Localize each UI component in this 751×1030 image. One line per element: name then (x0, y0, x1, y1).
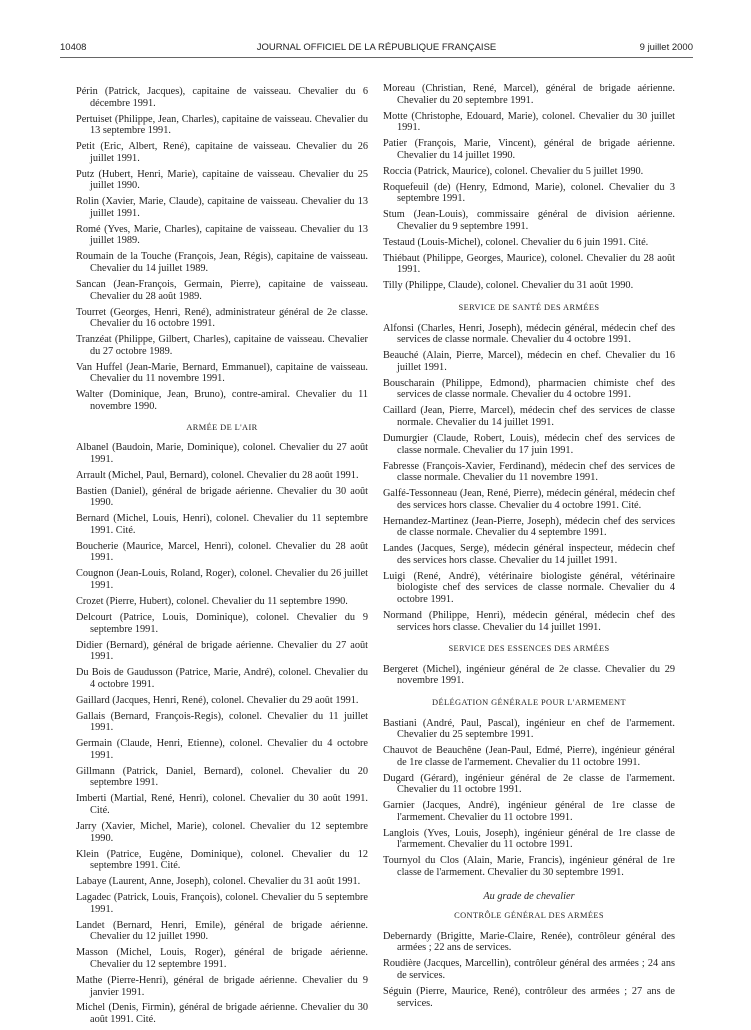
header-rule (60, 57, 693, 58)
decoration-entry: Klein (Patrice, Eugène, Dominique), colonel. Chevalier du 12 septembre 1991. Cité. (76, 848, 368, 872)
decoration-entry: Hernandez-Martinez (Jean-Pierre, Joseph), médecin chef des services de classe normale. Chevalier du 4 septembre 1991. (383, 515, 675, 539)
decoration-entry: Boucherie (Maurice, Marcel, Henri), colonel. Chevalier du 28 août 1991. (76, 540, 368, 564)
decoration-entry: Gaillard (Jacques, Henri, René), colonel. Chevalier du 29 août 1991. (76, 694, 359, 706)
subheading-grade: Au grade de chevalier (483, 890, 575, 902)
decoration-entry: Roudière (Jacques, Marcellin), contrôleur général des armées ; 24 ans de services. (383, 958, 675, 981)
decoration-entry: Rolin (Xavier, Marie, Claude), capitaine de vaisseau. Chevalier du 13 juillet 1991. (76, 196, 368, 219)
section-heading-essences: SERVICE DES ESSENCES DES ARMÉES (448, 644, 610, 654)
entry-list-dga (383, 718, 675, 879)
decoration-entry: Beauché (Alain, Pierre, Marcel), médecin en chef. Chevalier du 16 juillet 1991. (383, 350, 675, 373)
section-heading-armee-de-l-air: ARMÉE DE L'AIR (186, 422, 258, 432)
decoration-entry: Gillmann (Patrick, Daniel, Bernard), colonel. Chevalier du 20 septembre 1991. (76, 765, 368, 789)
decoration-entry: Labaye (Laurent, Anne, Joseph), colonel. Chevalier du 31 août 1991. (76, 876, 361, 888)
decoration-entry: Gallais (Bernard, François-Regis), colonel. Chevalier du 11 juillet 1991. (76, 710, 368, 734)
issue-date: 9 juillet 2000 (639, 42, 693, 53)
decoration-entry: Motte (Christophe, Edouard, Marie), colonel. Chevalier du 30 juillet 1991. (383, 110, 675, 134)
decoration-entry: Sancan (Jean-François, Germain, Pierre), capitaine de vaisseau. Chevalier du 28 août 1989. (76, 279, 368, 302)
decoration-entry: Tranzéat (Philippe, Gilbert, Charles), capitaine de vaisseau. Chevalier du 27 octobre 1989. (76, 334, 368, 357)
entry-list-controle (383, 931, 675, 1009)
decoration-entry: Fabresse (François-Xavier, Ferdinand), médecin chef des services de classe normale. Chevalier du 11 novembre 1991. (383, 460, 675, 484)
section-heading-controle: CONTRÔLE GÉNÉRAL DES ARMÉES (454, 911, 604, 921)
decoration-entry: Debernardy (Brigitte, Marie-Claire, Renée), contrôleur général des armées ; 22 ans de services. (383, 930, 675, 954)
decoration-entry: Cougnon (Jean-Louis, Roland, Roger), colonel. Chevalier du 26 juillet 1991. (76, 568, 368, 592)
decoration-entry: Thiébaut (Philippe, Georges, Maurice), colonel. Chevalier du 28 août 1991. (383, 252, 675, 276)
journal-title: JOURNAL OFFICIEL DE LA RÉPUBLIQUE FRANÇAISE (256, 42, 497, 53)
decoration-entry: Patier (François, Marie, Vincent), général de brigade aérienne. Chevalier du 14 juillet 1990. (383, 138, 675, 161)
decoration-entry: Lagadec (Patrick, Louis, François), colonel. Chevalier du 5 septembre 1991. (76, 892, 368, 915)
decoration-entry: Germain (Claude, Henri, Etienne), colonel. Chevalier du 4 octobre 1991. (76, 738, 368, 761)
decoration-entry: Romé (Yves, Marie, Charles), capitaine de vaisseau. Chevalier du 13 juillet 1989. (76, 223, 368, 247)
decoration-entry: Galfé-Tessonneau (Jean, René, Pierre), médecin général, médecin chef des services hors classe. Chevalier du 4 octobre 1991. Cité. (383, 488, 675, 511)
decoration-entry: Putz (Hubert, Henri, Marie), capitaine de vaisseau. Chevalier du 25 juillet 1990. (76, 168, 368, 192)
decoration-entry: Tilly (Philippe, Claude), colonel. Chevalier du 31 août 1990. (383, 280, 634, 292)
left-column (76, 86, 368, 1030)
decoration-entry: Michel (Denis, Firmin), général de brigade aérienne. Chevalier du 30 août 1991. Cité. (76, 1002, 368, 1026)
decoration-entry: Testaud (Louis-Michel), colonel. Chevalier du 6 juin 1991. Cité. (383, 236, 649, 248)
decoration-entry: Delcourt (Patrice, Louis, Dominique), colonel. Chevalier du 9 septembre 1991. (76, 612, 368, 635)
entry-list-navy (76, 86, 368, 413)
decoration-entry: Jarry (Xavier, Michel, Marie), colonel. Chevalier du 12 septembre 1990. (76, 821, 368, 844)
entry-list-sante (383, 323, 675, 634)
decoration-entry: Pertuiset (Philippe, Jean, Charles), capitaine de vaisseau. Chevalier du 13 septembre 1991. (76, 113, 368, 137)
decoration-entry: Caillard (Jean, Pierre, Marcel), médecin chef des services de classe normale. Chevalier du 14 juillet 1991. (383, 405, 675, 428)
page-header (60, 42, 693, 58)
decoration-entry: Van Huffel (Jean-Marie, Bernard, Emmanuel), capitaine de vaisseau. Chevalier du 11 novembre 1991. (76, 361, 368, 385)
entry-list-air-force-cont (383, 83, 675, 292)
decoration-entry: Langlois (Yves, Louis, Joseph), ingénieur général de 1re classe de l'armement. Chevalier du 11 octobre 1991. (383, 827, 675, 851)
decoration-entry: Arrault (Michel, Paul, Bernard), colonel. Chevalier du 28 août 1991. (76, 469, 359, 481)
decoration-entry: Roumain de la Touche (François, Jean, Régis), capitaine de vaisseau. Chevalier du 14 juillet 1989. (76, 251, 368, 275)
decoration-entry: Mathe (Pierre-Henri), général de brigade aérienne. Chevalier du 9 janvier 1991. (76, 974, 368, 998)
right-column (383, 83, 675, 1014)
section-heading-dga: DÉLÉGATION GÉNÉRALE POUR L'ARMEMENT (432, 697, 626, 707)
decoration-entry: Bastiani (André, Paul, Pascal), ingénieur en chef de l'armement. Chevalier du 25 septembre 1991. (383, 717, 675, 741)
decoration-entry: Périn (Patrick, Jacques), capitaine de vaisseau. Chevalier du 6 décembre 1991. (76, 86, 368, 109)
decoration-entry: Bouscharain (Philippe, Edmond), pharmacien chimiste chef des services de classe normale. Chevalier du 4 octobre 1991. (383, 377, 675, 401)
decoration-entry: Walter (Dominique, Jean, Bruno), contre-amiral. Chevalier du 11 novembre 1990. (76, 389, 368, 412)
decoration-entry: Bastien (Daniel), général de brigade aérienne. Chevalier du 30 août 1990. (76, 485, 368, 509)
entry-list-air-force (76, 442, 368, 1026)
decoration-entry: Du Bois de Gaudusson (Patrice, Marie, André), colonel. Chevalier du 4 octobre 1991. (76, 667, 368, 690)
decoration-entry: Luigi (René, André), vétérinaire biologiste général, vétérinaire biologiste chef des services de classe normale. Chevalier du 4 octobre 1991. (383, 570, 675, 606)
decoration-entry: Roquefeuil (de) (Henry, Edmond, Marie), colonel. Chevalier du 3 septembre 1991. (383, 181, 675, 205)
decoration-entry: Landet (Bernard, Henri, Emile), général de brigade aérienne. Chevalier du 12 juillet 1990. (76, 919, 368, 943)
decoration-entry: Didier (Bernard), général de brigade aérienne. Chevalier du 27 août 1991. (76, 639, 368, 663)
decoration-entry: Masson (Michel, Louis, Roger), général de brigade aérienne. Chevalier du 12 septembre 1991. (76, 947, 368, 970)
decoration-entry: Tourret (Georges, Henri, René), administrateur général de 2e classe. Chevalier du 16 octobre 1991. (76, 306, 368, 330)
entry-list-essences (383, 664, 675, 687)
decoration-entry: Chauvot de Beauchêne (Jean-Paul, Edmé, Pierre), ingénieur général de 1re classe de l'armement. Chevalier du 11 octobre 1991. (383, 745, 675, 768)
decoration-entry: Bergeret (Michel), ingénieur général de 2e classe. Chevalier du 29 novembre 1991. (383, 663, 675, 687)
decoration-entry: Alfonsi (Charles, Henri, Joseph), médecin général, médecin chef des services de classe normale. Chevalier du 4 octobre 1991. (383, 322, 675, 346)
decoration-entry: Dumurgier (Claude, Robert, Louis), médecin chef des services de classe normale. Chevalier du 17 juin 1991. (383, 432, 675, 456)
decoration-entry: Crozet (Pierre, Hubert), colonel. Chevalier du 11 septembre 1990. (76, 596, 348, 608)
section-heading-sante: SERVICE DE SANTÉ DES ARMÉES (458, 303, 600, 313)
decoration-entry: Garnier (Jacques, André), ingénieur général de 1re classe de l'armement. Chevalier du 11 octobre 1991. (383, 800, 675, 823)
decoration-entry: Séguin (Pierre, Maurice, René), contrôleur des armées ; 27 ans de services. (383, 985, 675, 1009)
decoration-entry: Albanel (Baudoin, Marie, Dominique), colonel. Chevalier du 27 août 1991. (76, 442, 368, 465)
decoration-entry: Moreau (Christian, René, Marcel), général de brigade aérienne. Chevalier du 20 septembre 1991. (383, 83, 675, 106)
page-number: 10408 (60, 42, 87, 53)
decoration-entry: Bernard (Michel, Louis, Henri), colonel. Chevalier du 11 septembre 1991. Cité. (76, 513, 368, 536)
decoration-entry: Normand (Philippe, Henri), médecin général, médecin chef des services hors classe. Chevalier du 14 juillet 1991. (383, 610, 675, 633)
decoration-entry: Stum (Jean-Louis), commissaire général de division aérienne. Chevalier du 9 septembre 1991. (383, 209, 675, 232)
decoration-entry: Landes (Jacques, Serge), médecin général inspecteur, médecin chef des services hors classe. Chevalier du 14 juillet 1991. (383, 543, 675, 566)
decoration-entry: Roccia (Patrick, Maurice), colonel. Chevalier du 5 juillet 1990. (383, 165, 644, 177)
decoration-entry: Tournyol du Clos (Alain, Marie, Francis), ingénieur général de 1re classe de l'armement. Chevalier du 30 septembre 1991. (383, 855, 675, 879)
decoration-entry: Imberti (Martial, René, Henri), colonel. Chevalier du 30 août 1991. Cité. (76, 793, 368, 817)
decoration-entry: Dugard (Gérard), ingénieur général de 2e classe de l'armement. Chevalier du 11 octobre 1991. (383, 772, 675, 796)
decoration-entry: Petit (Eric, Albert, René), capitaine de vaisseau. Chevalier du 26 juillet 1991. (76, 141, 368, 164)
